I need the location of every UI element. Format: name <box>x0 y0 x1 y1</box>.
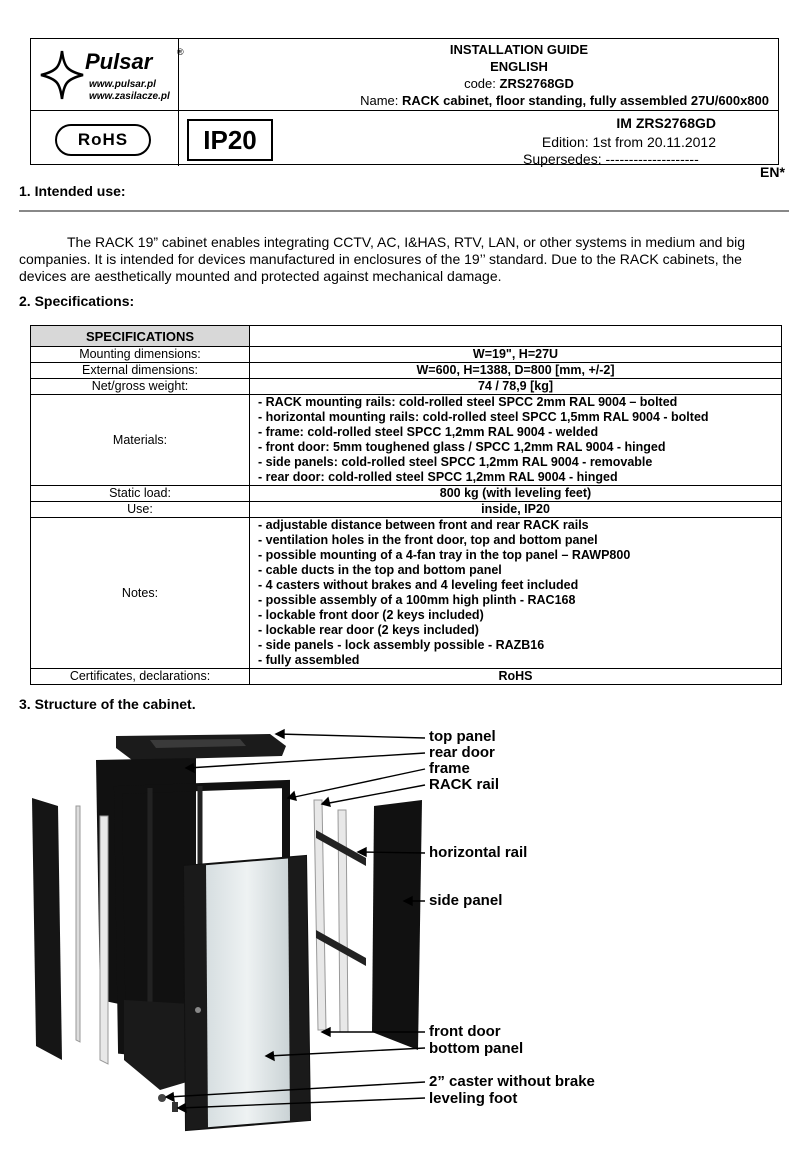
table-row-notes <box>31 518 782 669</box>
spec-label: Net/gross weight: <box>31 379 250 395</box>
ip-rating-badge: IP20 <box>187 119 273 161</box>
name-value: RACK cabinet, floor standing, fully assembled 27U/600x800 <box>401 93 769 108</box>
leveling-foot-shape <box>172 1102 178 1112</box>
name-label: Name: <box>360 93 402 108</box>
list-item: - RACK mounting rails: cold-rolled steel SPCC 2mm RAL 9004 – bolted <box>258 395 678 409</box>
list-item: - possible assembly of a 100mm high plinth - RAC168 <box>258 593 576 607</box>
list-item: - cable ducts in the top and bottom panel <box>258 563 502 577</box>
header-title-block <box>179 41 769 109</box>
section1-text: The RACK 19” cabinet enables integrating CCTV, AC, I&HAS, RTV, LAN, or other systems in medium and big companies. It is intended for devices manufactured in enclosures of the 19’’ standard. Due to the RACK cabinets, the devices are aesthetically mounted and protected against mechanical damage. <box>19 234 746 284</box>
list-item: - 4 casters without brakes and 4 leveling feet included <box>258 578 579 592</box>
table-row-materials <box>31 395 782 486</box>
materials-list <box>250 395 782 486</box>
rear-door-shape <box>96 758 196 1020</box>
spec-value: W=19", H=27U <box>250 347 782 363</box>
brand-name: Pulsar <box>85 49 153 74</box>
list-item: - lockable rear door (2 keys included) <box>258 623 479 637</box>
pulsar-logo <box>39 45 184 105</box>
spec-value: W=600, H=1388, D=800 [mm, +/-2] <box>250 363 782 379</box>
table-row <box>31 379 782 395</box>
list-item: - possible mounting of a 4-fan tray in the top panel – RAWP800 <box>258 548 631 562</box>
callout-rear-door: rear door <box>429 744 495 761</box>
spec-label: Static load: <box>31 486 250 502</box>
document-header <box>30 38 779 165</box>
section1-title: 1. Intended use: <box>19 183 126 199</box>
list-item: - fully assembled <box>258 653 360 667</box>
list-item: - frame: cold-rolled steel SPCC 1,2mm RAL 9004 - welded <box>258 425 599 439</box>
registered-mark: ® <box>177 47 184 57</box>
table-row <box>31 486 782 502</box>
callout-leveling-foot: leveling foot <box>429 1090 518 1107</box>
spec-label: External dimensions: <box>31 363 250 379</box>
left-side-panel-shape <box>32 798 62 1060</box>
brand-url-2: www.zasilacze.pl <box>89 91 170 102</box>
table-row <box>31 502 782 518</box>
doc-language: ENGLISH <box>490 59 548 74</box>
list-item: - horizontal mounting rails: cold-rolled steel SPCC 1,5mm RAL 9004 - bolted <box>258 410 709 424</box>
table-row <box>31 669 782 685</box>
caster-shape <box>158 1094 166 1102</box>
callout-frame: frame <box>429 760 470 777</box>
list-item: - side panels: cold-rolled steel SPCC 1,2mm RAL 9004 - removable <box>258 455 653 469</box>
callout-rack-rail: RACK rail <box>429 776 500 793</box>
rohs-badge: RoHS <box>55 124 151 156</box>
spec-value: 74 / 78,9 [kg] <box>250 379 782 395</box>
cabinet-structure-diagram <box>0 720 808 1172</box>
code-value: ZRS2768GD <box>499 76 574 91</box>
brand-url-1: www.pulsar.pl <box>89 79 156 90</box>
doc-type: INSTALLATION GUIDE <box>449 42 589 57</box>
spec-value: inside, IP20 <box>250 502 782 518</box>
callout-horizontal-rail: horizontal rail <box>429 844 528 861</box>
list-item: - front door: 5mm toughened glass / SPCC 1,2mm RAL 9004 - hinged <box>258 440 666 454</box>
spec-label: Materials: <box>31 395 250 486</box>
table-row <box>31 347 782 363</box>
section3-title: 3. Structure of the cabinet. <box>19 696 196 712</box>
spec-value: 800 kg (with leveling feet) <box>250 486 782 502</box>
code-label: code: <box>464 76 500 91</box>
edition: Edition: 1st from 20.11.2012 <box>541 134 716 150</box>
specifications-table <box>30 325 782 685</box>
table-header-row <box>31 326 782 347</box>
callout-bottom-panel: bottom panel <box>429 1040 524 1057</box>
list-item: - lockable front door (2 keys included) <box>258 608 484 622</box>
header-divider-2 <box>178 111 179 166</box>
callout-side-panel: side panel <box>429 892 503 909</box>
list-item: - adjustable distance between front and rear RACK rails <box>258 518 589 532</box>
header-top-row <box>31 39 778 111</box>
callout-front-door: front door <box>429 1023 501 1040</box>
spec-value: RoHS <box>250 669 782 685</box>
table-header: SPECIFICATIONS <box>31 326 250 347</box>
list-item: - side panels - lock assembly possible - RAZB16 <box>258 638 545 652</box>
section2-title: 2. Specifications: <box>19 293 135 309</box>
callout-caster: 2” caster without brake <box>429 1073 595 1090</box>
im-code: IM ZRS2768GD <box>616 115 716 131</box>
spec-label: Notes: <box>31 518 250 669</box>
section-rule <box>19 210 789 212</box>
list-item: - ventilation holes in the front door, top and bottom panel <box>258 533 598 547</box>
callout-top-panel: top panel <box>429 728 496 745</box>
pulsar-star-logo-icon <box>39 49 85 101</box>
spec-label: Mounting dimensions: <box>31 347 250 363</box>
spec-label: Certificates, declarations: <box>31 669 250 685</box>
product-code <box>179 75 769 92</box>
supersedes: Supersedes: -------------------- <box>523 151 699 167</box>
table-row <box>31 363 782 379</box>
list-item: - rear door: cold-rolled steel SPCC 1,2mm RAL 9004 - hinged <box>258 470 618 484</box>
exploded-cabinet-illustration <box>0 720 808 1172</box>
spec-label: Use: <box>31 502 250 518</box>
table-header-empty <box>250 326 782 347</box>
language-tag: EN* <box>760 164 785 180</box>
header-bottom-row <box>31 111 778 166</box>
right-side-panel-shape <box>372 800 422 1050</box>
product-name <box>179 92 769 109</box>
notes-list <box>250 518 782 669</box>
